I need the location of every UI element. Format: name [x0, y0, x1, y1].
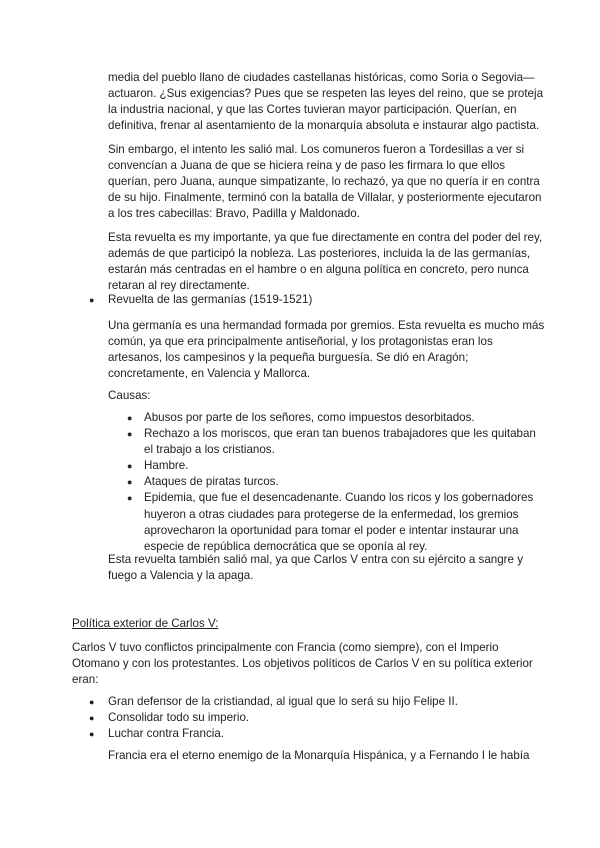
paragraph-germanias-definition: Una germanía es una hermandad formada por gremios. Esta revuelta es mucho más común, ya que era principalmente antiseñorial, y los protagonistas eran los artesanos, los campesinos y la pequeña burguesía. Se dió en Aragón; concretamente, en Valencia y Mallorca. — [108, 319, 545, 381]
bullet-icon: ● — [89, 729, 95, 740]
objetivo-text: Consolidar todo su imperio. — [108, 711, 250, 725]
bullet-icon: ● — [127, 477, 133, 488]
paragraph-comuneros-demands: media del pueblo llano de ciudades castellanas históricas, como Soria o Segovia—actuaron. ¿Sus exigencias? Pues que se respeten las leyes del reino, que se proteja la industria nacional, y que las Cortes tuvieran mayor participación. Querían, en definitiva, frenar al asentamiento de la monarquía absoluta e instaurar algo pactista. — [108, 71, 544, 133]
list-item — [72, 694, 548, 710]
list-item — [108, 474, 548, 490]
list-item — [108, 458, 548, 474]
list-item — [72, 710, 548, 726]
causa-text: Ataques de piratas turcos. — [144, 475, 279, 489]
list-item — [108, 426, 548, 458]
bullet-icon: ● — [127, 493, 133, 504]
list-item — [108, 410, 548, 426]
bullet-icon: ● — [89, 295, 95, 305]
objetivo-text: Gran defensor de la cristiandad, al igual que lo será su hijo Felipe II. — [108, 695, 458, 708]
section-heading: Política exterior de Carlos V: — [72, 617, 219, 630]
causas-label: Causas: — [108, 389, 151, 402]
list-item — [72, 292, 548, 308]
causa-text: Hambre. — [144, 459, 189, 473]
causa-text: Epidemia, que fue el desencadenante. Cuando los ricos y los gobernadores huyeron a otras ciudades para protegerse de la enfermedad, los gremios aprovecharon la oportunidad para tomar el poder e intentar instaurar una especie de república democrática que se oponía al rey. — [144, 491, 534, 553]
paragraph-germanias-outcome: Esta revuelta también salió mal, ya que Carlos V entra con su ejército a sangre y fuego a Valencia y la apaga. — [108, 553, 524, 583]
causa-text: Rechazo a los moriscos, que eran tan buenos trabajadores que les quitaban el trabajo a los cristianos. — [144, 427, 536, 457]
list-item — [72, 726, 548, 742]
bullet-icon: ● — [127, 413, 133, 423]
germanias-bullet-label: Revuelta de las germanías (1519-1521) — [108, 293, 313, 306]
bullet-icon: ● — [89, 697, 95, 707]
list-item — [108, 490, 548, 554]
bullet-icon: ● — [127, 461, 133, 472]
bullet-icon: ● — [127, 429, 133, 440]
paragraph-francia: Francia era el eterno enemigo de la Monarquía Hispánica, y a Fernando I le había — [108, 749, 530, 762]
causa-text: Abusos por parte de los señores, como impuestos desorbitados. — [144, 411, 475, 424]
objetivo-text: Luchar contra Francia. — [108, 727, 224, 741]
causas-list — [108, 410, 548, 555]
paragraph-comuneros-failure: Sin embargo, el intento les salió mal. Los comuneros fueron a Tordesillas a ver si convencían a Juana de que se hiciera reina y de paso les firmara lo que ellos querían, pero Juana, aunque simpatizante, lo rechazó, ya que no quería ir en contra de su hijo. Finalmente, terminó con la batalla de Villalar, y posteriormente ejecutaron a los tres cabecillas: Bravo, Padilla y Maldonado. — [108, 143, 542, 221]
germanias-bullet-list — [72, 292, 548, 308]
objetivos-list — [72, 694, 548, 742]
bullet-icon: ● — [89, 713, 95, 724]
paragraph-politica-exterior: Carlos V tuvo conflictos principalmente con Francia (como siempre), con el Imperio Otomano y con los protestantes. Los objetivos políticos de Carlos V en su política exterior eran: — [72, 641, 533, 687]
paragraph-comuneros-importance: Esta revuelta es my importante, ya que fue directamente en contra del poder del rey, además de que participó la nobleza. Las posteriores, incluida la de las germanías, estarán más centradas en el hambre o en alguna política en concreto, pero nunca retaran al rey directamente. — [108, 231, 543, 293]
